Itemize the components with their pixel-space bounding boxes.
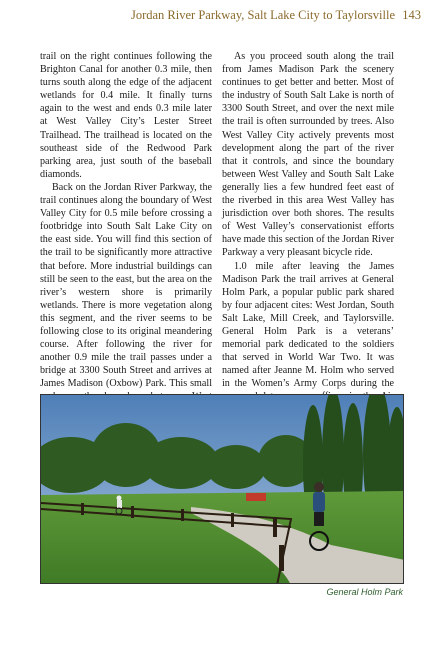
park-photo [40,394,404,584]
playground-structure [246,493,266,501]
page-number: 143 [402,8,421,22]
left-paragraph-2: Back on the Jordan River Parkway, the trail continues along the boundary of West Valley City for 0.5 mile before crossing a footbridge into South Salt Lake City on the east side. You will find this section of the trail to be significantly more attractive that before. More industrial buildings can still be seen to the east, but the area on the river’s western shore is primarily wetlands. There is more vegetation along this segment, and the river seems to be following close to its original meandering course. After following the river for another 0.9 mile the trail passes under a bridge at 3300 South Street and arrives at James Madison (Oxbow) Park. This small [40,181,212,390]
left-paragraph-1: trail on the right continues following the Brighton Canal for another 0.3 mile, then turns south along the edge of the adjacent wetlands for 0.4 mile. It finally turns again to the west and ends 0.3 mile later at West Valley City’s Lester Street Trailhead. The trailhead is located on the southeast side of the Redwood Park parking area, just south of the baseball diamonds. [40,51,212,180]
left-column [40,50,212,443]
right-paragraph-2: 1.0 mile after leaving the James Madison Park the trail arrives at General Holm Park, a popular public park shared by four adjacent cites: West Jordan, South Salt Lake, Mill Creek, and Taylorsville. General Holm Park is a veterans’ memorial park dedicated to the soldiers that served in World War Two. It was named after Jeanne M. Holm who served in the Women’s Army Corps during the [222,260,394,390]
running-header [60,8,421,26]
header-title: Jordan River Parkway, Salt Lake City to Taylorsville [130,8,395,22]
right-paragraph-1: As you proceed south along the trail from James Madison Park the scenery continues to get better and better. Most of the industry of South Salt Lake is north of 3300 South Street, and over the next mile the trail is often surrounded by trees. Also West Valley City actively prevents most development along the part of the river that it controls, and since the boundary between West Valley and South Salt Lake generally lies a few hundred feet east of the riverbed in this area West Valley has jurisdiction over both shores. The results of West Valley’s conservationist efforts have made this section of the Jordan River Parkway a very pleasant bicycle ride. [222,51,394,259]
right-column [222,50,394,443]
park-illustration [41,395,404,584]
photo-caption: General Holm Park [326,587,403,597]
